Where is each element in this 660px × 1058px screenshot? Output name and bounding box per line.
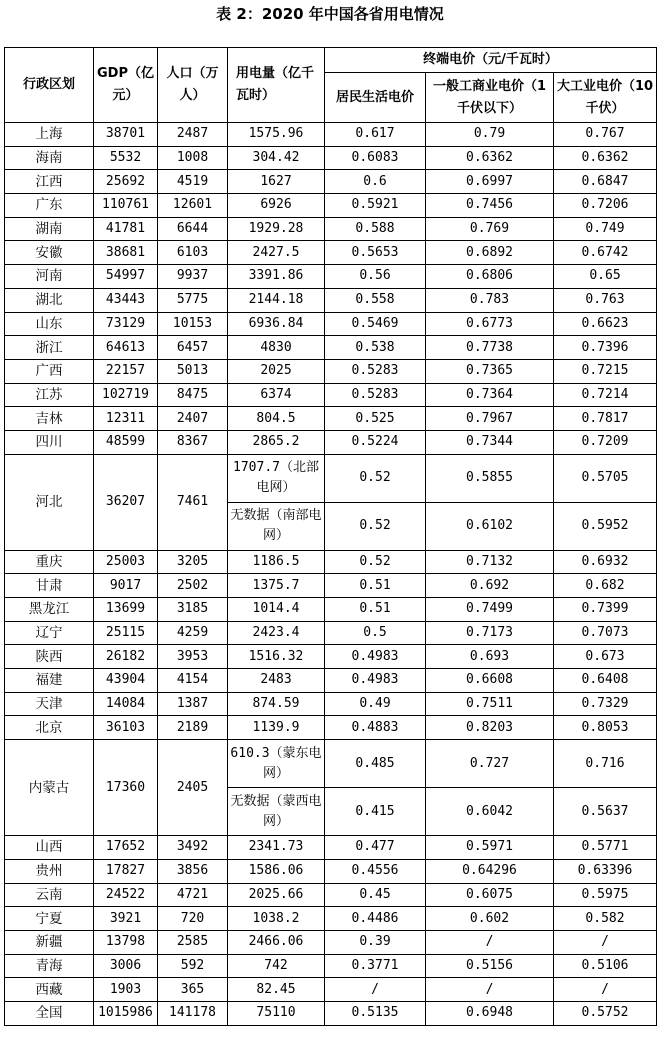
- cell-consumption: 6926: [228, 194, 325, 218]
- cell-region: 山东: [5, 312, 94, 336]
- cell-residential: 0.5224: [325, 430, 426, 454]
- cell-gdp: 9017: [94, 574, 158, 598]
- cell-gdp: 54997: [94, 265, 158, 289]
- cell-gdp: 36103: [94, 716, 158, 740]
- cell-residential: 0.525: [325, 407, 426, 431]
- cell-commercial: 0.727: [426, 740, 554, 788]
- table-row: [5, 907, 657, 931]
- cell-consumption: 742: [228, 954, 325, 978]
- cell-residential: 0.6: [325, 170, 426, 194]
- cell-population: 5775: [158, 288, 228, 312]
- cell-residential: 0.588: [325, 217, 426, 241]
- table-row: [5, 217, 657, 241]
- cell-population: 3185: [158, 598, 228, 622]
- cell-consumption: 1516.32: [228, 645, 325, 669]
- table-row: [5, 194, 657, 218]
- cell-population: 12601: [158, 194, 228, 218]
- cell-gdp: 48599: [94, 430, 158, 454]
- table-row: [5, 383, 657, 407]
- cell-residential: 0.51: [325, 598, 426, 622]
- cell-gdp: 64613: [94, 336, 158, 360]
- cell-industrial: 0.7215: [554, 359, 657, 383]
- cell-industrial: 0.7817: [554, 407, 657, 431]
- cell-industrial: 0.7209: [554, 430, 657, 454]
- cell-commercial: 0.6608: [426, 669, 554, 693]
- cell-population: 7461: [158, 454, 228, 550]
- cell-industrial: 0.6362: [554, 146, 657, 170]
- cell-consumption: 874.59: [228, 692, 325, 716]
- table-row: [5, 836, 657, 860]
- cell-population: 2487: [158, 123, 228, 147]
- table-row: [5, 288, 657, 312]
- cell-commercial: 0.6075: [426, 883, 554, 907]
- cell-gdp: 38701: [94, 123, 158, 147]
- cell-gdp: 24522: [94, 883, 158, 907]
- cell-industrial: 0.7073: [554, 621, 657, 645]
- cell-residential: 0.617: [325, 123, 426, 147]
- cell-commercial: 0.692: [426, 574, 554, 598]
- cell-industrial: 0.763: [554, 288, 657, 312]
- cell-residential: 0.52: [325, 502, 426, 550]
- cell-industrial: 0.63396: [554, 859, 657, 883]
- cell-gdp: 3006: [94, 954, 158, 978]
- cell-residential: 0.4556: [325, 859, 426, 883]
- cell-residential: 0.558: [325, 288, 426, 312]
- cell-population: 365: [158, 978, 228, 1002]
- cell-consumption: 804.5: [228, 407, 325, 431]
- cell-region: 辽宁: [5, 621, 94, 645]
- cell-gdp: 5532: [94, 146, 158, 170]
- cell-commercial: 0.6102: [426, 502, 554, 550]
- cell-consumption: 3391.86: [228, 265, 325, 289]
- cell-industrial: 0.749: [554, 217, 657, 241]
- cell-industrial: 0.682: [554, 574, 657, 598]
- cell-commercial: /: [426, 930, 554, 954]
- cell-industrial: 0.6408: [554, 669, 657, 693]
- cell-industrial: 0.5975: [554, 883, 657, 907]
- cell-residential: 0.5: [325, 621, 426, 645]
- cell-consumption: 1627: [228, 170, 325, 194]
- header-commercial: 一般工商业电价（1 千伏以下）: [426, 73, 554, 123]
- cell-residential: /: [325, 978, 426, 1002]
- table-row: [5, 1001, 657, 1025]
- cell-gdp: 110761: [94, 194, 158, 218]
- table-row: [5, 692, 657, 716]
- cell-consumption: 2865.2: [228, 430, 325, 454]
- cell-region: 全国: [5, 1001, 94, 1025]
- table-row: [5, 407, 657, 431]
- cell-industrial: 0.7329: [554, 692, 657, 716]
- cell-residential: 0.5921: [325, 194, 426, 218]
- header-industrial: 大工业电价（10 千伏）: [554, 73, 657, 123]
- cell-industrial: 0.5771: [554, 836, 657, 860]
- cell-gdp: 38681: [94, 241, 158, 265]
- cell-consumption: 82.45: [228, 978, 325, 1002]
- table-row: [5, 598, 657, 622]
- cell-population: 1008: [158, 146, 228, 170]
- cell-population: 2585: [158, 930, 228, 954]
- cell-consumption: 1375.7: [228, 574, 325, 598]
- cell-commercial: 0.693: [426, 645, 554, 669]
- cell-consumption: 6936.84: [228, 312, 325, 336]
- cell-commercial: 0.6948: [426, 1001, 554, 1025]
- cell-population: 4721: [158, 883, 228, 907]
- cell-residential: 0.6083: [325, 146, 426, 170]
- cell-commercial: 0.6997: [426, 170, 554, 194]
- cell-consumption: 2144.18: [228, 288, 325, 312]
- cell-region: 湖北: [5, 288, 94, 312]
- cell-consumption: 2025: [228, 359, 325, 383]
- cell-consumption: 2341.73: [228, 836, 325, 860]
- cell-commercial: 0.7344: [426, 430, 554, 454]
- cell-region: 上海: [5, 123, 94, 147]
- cell-residential: 0.4983: [325, 645, 426, 669]
- cell-region: 西藏: [5, 978, 94, 1002]
- cell-gdp: 3921: [94, 907, 158, 931]
- cell-industrial: 0.5952: [554, 502, 657, 550]
- cell-residential: 0.5135: [325, 1001, 426, 1025]
- cell-commercial: 0.7499: [426, 598, 554, 622]
- cell-commercial: 0.6806: [426, 265, 554, 289]
- cell-region: 山西: [5, 836, 94, 860]
- cell-gdp: 17360: [94, 740, 158, 836]
- table-row: [5, 883, 657, 907]
- cell-commercial: 0.64296: [426, 859, 554, 883]
- cell-commercial: 0.5156: [426, 954, 554, 978]
- cell-population: 9937: [158, 265, 228, 289]
- cell-industrial: 0.6932: [554, 550, 657, 574]
- cell-industrial: 0.65: [554, 265, 657, 289]
- table-row: [5, 978, 657, 1002]
- cell-industrial: 0.8053: [554, 716, 657, 740]
- cell-region: 湖南: [5, 217, 94, 241]
- cell-commercial: 0.6042: [426, 788, 554, 836]
- cell-gdp: 17827: [94, 859, 158, 883]
- cell-population: 141178: [158, 1001, 228, 1025]
- cell-gdp: 36207: [94, 454, 158, 550]
- cell-commercial: 0.79: [426, 123, 554, 147]
- cell-residential: 0.49: [325, 692, 426, 716]
- cell-gdp: 25003: [94, 550, 158, 574]
- cell-population: 5013: [158, 359, 228, 383]
- cell-region: 新疆: [5, 930, 94, 954]
- cell-region: 四川: [5, 430, 94, 454]
- cell-region: 贵州: [5, 859, 94, 883]
- cell-residential: 0.5653: [325, 241, 426, 265]
- cell-population: 2502: [158, 574, 228, 598]
- table-row: [5, 312, 657, 336]
- cell-commercial: 0.5855: [426, 454, 554, 502]
- table-row: [5, 859, 657, 883]
- cell-industrial: 0.673: [554, 645, 657, 669]
- cell-industrial: /: [554, 930, 657, 954]
- cell-gdp: 12311: [94, 407, 158, 431]
- cell-region: 内蒙古: [5, 740, 94, 836]
- table-row: [5, 359, 657, 383]
- cell-residential: 0.51: [325, 574, 426, 598]
- cell-population: 6644: [158, 217, 228, 241]
- cell-region: 北京: [5, 716, 94, 740]
- cell-population: 3492: [158, 836, 228, 860]
- cell-commercial: 0.769: [426, 217, 554, 241]
- table-row: [5, 265, 657, 289]
- cell-region: 宁夏: [5, 907, 94, 931]
- cell-consumption: 无数据（南部电网）: [228, 502, 325, 550]
- cell-consumption: 1186.5: [228, 550, 325, 574]
- cell-consumption: 2466.06: [228, 930, 325, 954]
- cell-industrial: 0.5106: [554, 954, 657, 978]
- cell-gdp: 17652: [94, 836, 158, 860]
- cell-consumption: 75110: [228, 1001, 325, 1025]
- cell-population: 6103: [158, 241, 228, 265]
- cell-commercial: 0.7364: [426, 383, 554, 407]
- cell-consumption: 1139.9: [228, 716, 325, 740]
- cell-population: 8367: [158, 430, 228, 454]
- cell-consumption: 无数据（蒙西电网）: [228, 788, 325, 836]
- table-title: 表 2：2020 年中国各省用电情况: [216, 5, 444, 23]
- cell-population: 720: [158, 907, 228, 931]
- cell-residential: 0.5283: [325, 359, 426, 383]
- table-row: [5, 954, 657, 978]
- cell-consumption: 610.3（蒙东电网）: [228, 740, 325, 788]
- cell-industrial: 0.6623: [554, 312, 657, 336]
- cell-region: 重庆: [5, 550, 94, 574]
- cell-gdp: 1015986: [94, 1001, 158, 1025]
- cell-consumption: 6374: [228, 383, 325, 407]
- cell-region: 黑龙江: [5, 598, 94, 622]
- cell-gdp: 102719: [94, 383, 158, 407]
- cell-population: 2407: [158, 407, 228, 431]
- cell-residential: 0.485: [325, 740, 426, 788]
- cell-residential: 0.4983: [325, 669, 426, 693]
- cell-gdp: 13798: [94, 930, 158, 954]
- cell-population: 10153: [158, 312, 228, 336]
- cell-region: 青海: [5, 954, 94, 978]
- cell-region: 陕西: [5, 645, 94, 669]
- table-row: [5, 430, 657, 454]
- cell-gdp: 43904: [94, 669, 158, 693]
- cell-commercial: 0.7173: [426, 621, 554, 645]
- cell-residential: 0.5469: [325, 312, 426, 336]
- cell-consumption: 1929.28: [228, 217, 325, 241]
- cell-industrial: 0.582: [554, 907, 657, 931]
- electricity-table: [4, 47, 657, 1026]
- cell-consumption: 2483: [228, 669, 325, 693]
- header-population: 人口（万人）: [158, 48, 228, 123]
- cell-population: 4154: [158, 669, 228, 693]
- cell-industrial: 0.6742: [554, 241, 657, 265]
- cell-gdp: 25115: [94, 621, 158, 645]
- cell-population: 1387: [158, 692, 228, 716]
- cell-population: 592: [158, 954, 228, 978]
- cell-residential: 0.39: [325, 930, 426, 954]
- cell-commercial: 0.7132: [426, 550, 554, 574]
- cell-region: 江苏: [5, 383, 94, 407]
- cell-commercial: 0.602: [426, 907, 554, 931]
- cell-industrial: /: [554, 978, 657, 1002]
- table-row: [5, 669, 657, 693]
- cell-region: 云南: [5, 883, 94, 907]
- cell-population: 4519: [158, 170, 228, 194]
- cell-residential: 0.5283: [325, 383, 426, 407]
- table-body: [5, 123, 657, 1026]
- table-row: [5, 454, 657, 502]
- cell-consumption: 2025.66: [228, 883, 325, 907]
- table-header: [5, 48, 657, 123]
- cell-region: 福建: [5, 669, 94, 693]
- cell-population: 2405: [158, 740, 228, 836]
- cell-consumption: 4830: [228, 336, 325, 360]
- cell-consumption: 1586.06: [228, 859, 325, 883]
- cell-consumption: 1014.4: [228, 598, 325, 622]
- cell-commercial: 0.7456: [426, 194, 554, 218]
- cell-population: 4259: [158, 621, 228, 645]
- cell-commercial: 0.7511: [426, 692, 554, 716]
- table-row: [5, 621, 657, 645]
- cell-industrial: 0.767: [554, 123, 657, 147]
- cell-residential: 0.3771: [325, 954, 426, 978]
- cell-region: 安徽: [5, 241, 94, 265]
- header-residential: 居民生活电价: [325, 73, 426, 123]
- cell-gdp: 14084: [94, 692, 158, 716]
- table-row: [5, 740, 657, 788]
- table-row: [5, 645, 657, 669]
- cell-commercial: 0.5971: [426, 836, 554, 860]
- header-consumption: 用电量（亿千瓦时）: [228, 48, 325, 123]
- cell-region: 甘肃: [5, 574, 94, 598]
- cell-gdp: 26182: [94, 645, 158, 669]
- cell-region: 天津: [5, 692, 94, 716]
- cell-residential: 0.415: [325, 788, 426, 836]
- cell-residential: 0.4486: [325, 907, 426, 931]
- cell-consumption: 1575.96: [228, 123, 325, 147]
- cell-residential: 0.56: [325, 265, 426, 289]
- cell-industrial: 0.5705: [554, 454, 657, 502]
- cell-commercial: 0.6773: [426, 312, 554, 336]
- cell-consumption: 2427.5: [228, 241, 325, 265]
- cell-region: 海南: [5, 146, 94, 170]
- cell-gdp: 73129: [94, 312, 158, 336]
- header-region: 行政区划: [5, 48, 94, 123]
- cell-commercial: /: [426, 978, 554, 1002]
- cell-consumption: 304.42: [228, 146, 325, 170]
- cell-region: 河北: [5, 454, 94, 550]
- cell-region: 广东: [5, 194, 94, 218]
- cell-population: 8475: [158, 383, 228, 407]
- cell-commercial: 0.7967: [426, 407, 554, 431]
- cell-commercial: 0.7738: [426, 336, 554, 360]
- table-row: [5, 574, 657, 598]
- cell-region: 河南: [5, 265, 94, 289]
- table-row: [5, 716, 657, 740]
- cell-population: 3856: [158, 859, 228, 883]
- cell-gdp: 43443: [94, 288, 158, 312]
- cell-region: 吉林: [5, 407, 94, 431]
- header-price-group: 终端电价（元/千瓦时）: [325, 48, 657, 73]
- cell-region: 广西: [5, 359, 94, 383]
- table-row: [5, 241, 657, 265]
- cell-consumption: 1038.2: [228, 907, 325, 931]
- cell-residential: 0.4883: [325, 716, 426, 740]
- cell-industrial: 0.5637: [554, 788, 657, 836]
- cell-residential: 0.477: [325, 836, 426, 860]
- cell-industrial: 0.716: [554, 740, 657, 788]
- cell-industrial: 0.5752: [554, 1001, 657, 1025]
- table-row: [5, 336, 657, 360]
- cell-residential: 0.52: [325, 550, 426, 574]
- cell-population: 6457: [158, 336, 228, 360]
- table-row: [5, 550, 657, 574]
- table-row: [5, 123, 657, 147]
- cell-region: 江西: [5, 170, 94, 194]
- cell-gdp: 22157: [94, 359, 158, 383]
- cell-commercial: 0.783: [426, 288, 554, 312]
- cell-consumption: 2423.4: [228, 621, 325, 645]
- cell-gdp: 25692: [94, 170, 158, 194]
- header-gdp: GDP（亿元）: [94, 48, 158, 123]
- cell-region: 浙江: [5, 336, 94, 360]
- cell-industrial: 0.7399: [554, 598, 657, 622]
- cell-gdp: 13699: [94, 598, 158, 622]
- cell-consumption: 1707.7（北部电网）: [228, 454, 325, 502]
- cell-commercial: 0.7365: [426, 359, 554, 383]
- table-row: [5, 170, 657, 194]
- cell-gdp: 1903: [94, 978, 158, 1002]
- cell-residential: 0.538: [325, 336, 426, 360]
- cell-industrial: 0.7396: [554, 336, 657, 360]
- cell-residential: 0.52: [325, 454, 426, 502]
- cell-industrial: 0.7206: [554, 194, 657, 218]
- cell-commercial: 0.8203: [426, 716, 554, 740]
- cell-commercial: 0.6892: [426, 241, 554, 265]
- cell-population: 2189: [158, 716, 228, 740]
- cell-population: 3205: [158, 550, 228, 574]
- table-row: [5, 930, 657, 954]
- cell-residential: 0.45: [325, 883, 426, 907]
- table-row: [5, 146, 657, 170]
- cell-gdp: 41781: [94, 217, 158, 241]
- cell-population: 3953: [158, 645, 228, 669]
- cell-industrial: 0.7214: [554, 383, 657, 407]
- cell-industrial: 0.6847: [554, 170, 657, 194]
- cell-commercial: 0.6362: [426, 146, 554, 170]
